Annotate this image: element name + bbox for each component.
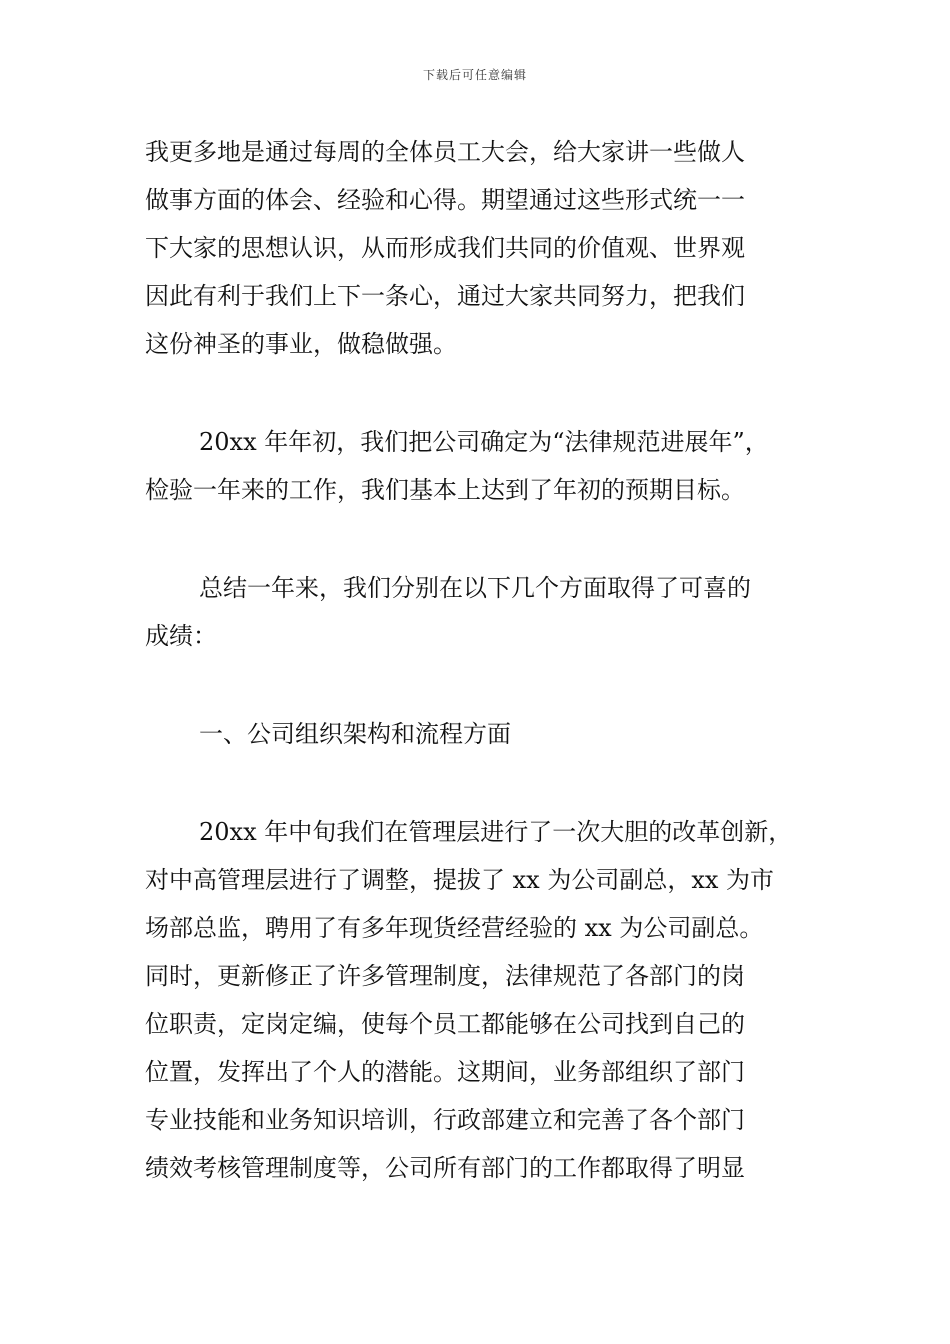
paragraph-line: 检验一年来的工作，我们基本上达到了年初的预期目标。	[145, 476, 745, 504]
paragraph-line: 20xx 年年初，我们把公司确定为“法律规范进展年”，	[199, 428, 769, 456]
paragraph-3	[145, 564, 810, 660]
section-heading-text: 一、公司组织架构和流程方面	[199, 720, 511, 748]
page-header: 下载后可任意编辑	[422, 68, 527, 82]
paragraph-1	[145, 128, 810, 368]
paragraph-line: 场部总监，聘用了有多年现货经营经验的 xx 为公司副总。	[145, 914, 764, 942]
paragraph-line: 同时，更新修正了许多管理制度，法律规范了各部门的岗	[145, 962, 745, 990]
document-body	[145, 128, 810, 1192]
paragraph-line: 对中高管理层进行了调整，提拔了 xx 为公司副总，xx 为市	[145, 866, 775, 894]
paragraph-line: 下大家的思想认识，从而形成我们共同的价值观、世界观	[145, 234, 745, 262]
section-heading	[145, 710, 810, 758]
paragraph-line: 这份神圣的事业，做稳做强。	[145, 330, 457, 358]
paragraph-2	[145, 418, 810, 514]
paragraph-4	[145, 808, 810, 1192]
paragraph-gap	[145, 368, 810, 418]
paragraph-line: 我更多地是通过每周的全体员工大会，给大家讲一些做人	[145, 138, 745, 166]
paragraph-line: 总结一年来，我们分别在以下几个方面取得了可喜的	[199, 574, 751, 602]
paragraph-line: 专业技能和业务知识培训，行政部建立和完善了各个部门	[145, 1106, 745, 1134]
paragraph-line: 成绩：	[145, 622, 217, 650]
paragraph-line: 位职责，定岗定编，使每个员工都能够在公司找到自己的	[145, 1010, 745, 1038]
paragraph-line: 因此有利于我们上下一条心，通过大家共同努力，把我们	[145, 282, 745, 310]
paragraph-line: 位置，发挥出了个人的潜能。这期间，业务部组织了部门	[145, 1058, 745, 1086]
paragraph-line: 20xx 年中旬我们在管理层进行了一次大胆的改革创新，	[199, 818, 793, 846]
paragraph-line: 绩效考核管理制度等，公司所有部门的工作都取得了明显	[145, 1154, 745, 1182]
paragraph-line: 做事方面的体会、经验和心得。期望通过这些形式统一一	[145, 186, 745, 214]
paragraph-gap	[145, 758, 810, 808]
paragraph-gap	[145, 660, 810, 710]
paragraph-gap	[145, 514, 810, 564]
